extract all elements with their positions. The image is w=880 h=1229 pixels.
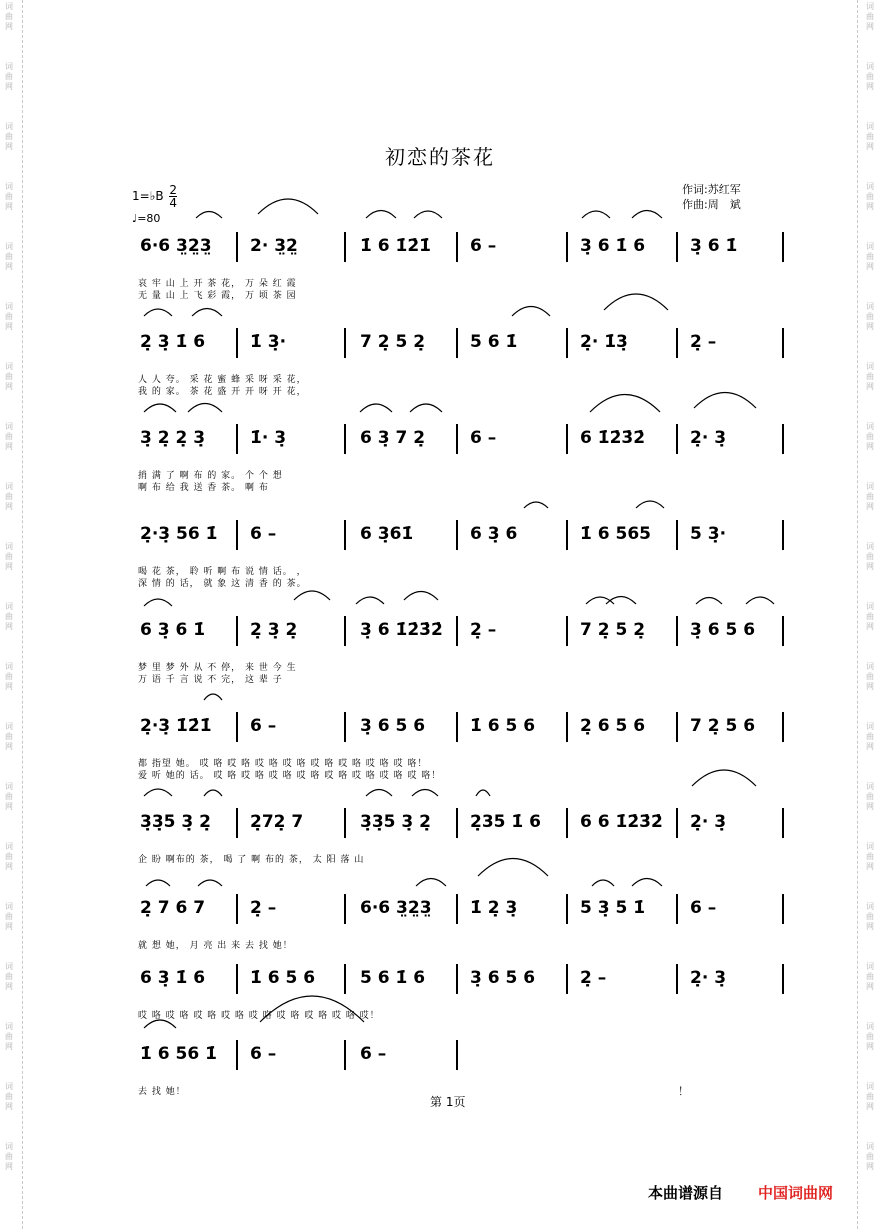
slur-arc: [294, 591, 330, 600]
slur-arc: [606, 597, 636, 605]
measure: 2̣·3̣ 56 1̇: [140, 524, 218, 544]
measure: 5 6 1̇ 6: [360, 968, 426, 988]
tempo-mark: ♩=80: [132, 212, 161, 225]
slur-arc: [696, 598, 722, 605]
measure: 6 3̣ 7 2̣: [360, 428, 426, 448]
watermark-text: 词 曲 网: [5, 362, 13, 391]
measure: 6 3̣ 6 1̇: [140, 620, 206, 640]
measure: 2̣ 3̣ 2̣: [250, 620, 298, 640]
watermark-text: 词 曲 网: [866, 602, 874, 631]
slur-arc: [260, 996, 364, 1022]
slur-arc: [188, 404, 222, 413]
measure: 6 3̣ 1̇ 6: [140, 968, 206, 988]
measure: 2̣· 1̇3̣: [580, 332, 628, 352]
watermark-text: 词 曲 网: [866, 2, 874, 31]
watermark-text: 词 曲 网: [5, 242, 13, 271]
measure: 6·6 3̤2̤3̤: [140, 236, 212, 256]
lyric-line: 我 的 家。 茶 花 盛 开 开 呀 开 花，: [138, 387, 307, 397]
watermark-text: 词 曲 网: [866, 842, 874, 871]
measure: 2̣ –: [470, 620, 497, 640]
lyric-line: 哎 咯 哎 咯 哎 咯 哎 咯 哎 咯 哎 咯 哎 咯 哎 咯 哎！: [138, 1011, 380, 1021]
measure: 3̣ 6 1̇: [690, 236, 738, 256]
slur-arc: [632, 211, 662, 219]
slur-arc: [366, 211, 396, 219]
slur-arc: [144, 309, 172, 316]
watermark-text: 词 曲 网: [866, 242, 874, 271]
watermark-text: 词 曲 网: [5, 962, 13, 991]
measure: 2̣· 3̣: [690, 812, 727, 832]
watermark-text: 词 曲 网: [5, 722, 13, 751]
watermark-text: 词 曲 网: [866, 1142, 874, 1171]
slur-arc: [258, 199, 318, 214]
slur-arc: [144, 789, 172, 796]
watermark-text: 词 曲 网: [5, 122, 13, 151]
watermark-text: 词 曲 网: [5, 782, 13, 811]
measure: 3̣ 6 1̇ 6: [580, 236, 646, 256]
watermark-text: 词 曲 网: [866, 782, 874, 811]
slur-arc: [476, 790, 490, 796]
measure: 6 –: [470, 236, 497, 256]
lyric-line: 哀 牢 山 上 开 茶 花， 万 朵 红 霞: [138, 279, 297, 289]
slur-arc: [590, 395, 660, 413]
measure: 6 –: [250, 524, 277, 544]
measure: 1̇ 6 5 6: [250, 968, 316, 988]
lyric-line: 喝 花 茶， 聆 听 啊 布 说 情 话。 ，: [138, 567, 307, 577]
measure: 6 –: [250, 1044, 277, 1064]
slur-arc: [478, 859, 548, 877]
slur-arc: [410, 404, 442, 412]
watermark-text: 词 曲 网: [5, 182, 13, 211]
slur-arc: [144, 599, 172, 606]
measure: 2̣·3̣ 1̇2̇1̇: [140, 716, 212, 736]
watermark-text: 词 曲 网: [5, 1142, 13, 1171]
watermark-text: 词 曲 网: [5, 542, 13, 571]
watermark-text: 词 曲 网: [5, 482, 13, 511]
measure: 2̣ 6 5 6: [580, 716, 646, 736]
slur-arc: [416, 879, 446, 887]
slur-arc: [524, 502, 548, 508]
lyric-line: 去 找 她！: [138, 1087, 186, 1097]
measure: 3̣3̣5 3̣ 2̣: [360, 812, 431, 832]
measure: 6 –: [690, 898, 717, 918]
slur-arc: [356, 597, 384, 604]
time-sig-top: 2: [169, 183, 178, 197]
source-label: 本曲谱源自: [648, 1184, 724, 1202]
watermark-text: 词 曲 网: [866, 902, 874, 931]
lyric-line: 深 情 的 话， 就 象 这 清 香 的 茶。: [138, 579, 307, 589]
measure: 2· 3̤2̤: [250, 236, 298, 256]
watermark-text: 词 曲 网: [5, 662, 13, 691]
measure: 6 3̣ 6: [470, 524, 518, 544]
watermark-text: 词 曲 网: [866, 1082, 874, 1111]
lyric-line: 捎 满 了 啊 布 的 家。 个 个 想: [138, 471, 283, 481]
measure: 5 3̣ 5 1̇: [580, 898, 646, 918]
watermark-text: 词 曲 网: [866, 962, 874, 991]
watermark-text: 词 曲 网: [5, 902, 13, 931]
watermark-text: 词 曲 网: [866, 722, 874, 751]
watermark-text: 词 曲 网: [866, 542, 874, 571]
measure: 2̣ 7 6 7: [140, 898, 206, 918]
watermark-text: 词 曲 网: [5, 2, 13, 31]
slur-arc: [636, 501, 664, 508]
measure: 2̣ –: [580, 968, 607, 988]
measure: 3̣ 6 5 6: [360, 716, 426, 736]
measure: 3̣ 6 5 6: [470, 968, 536, 988]
page-number: 第 1页: [430, 1095, 466, 1109]
slur-arc: [692, 770, 756, 786]
measure: 2̣ –: [250, 898, 277, 918]
measure: 2̣ 3̣ 1̇ 6: [140, 332, 206, 352]
song-title: 初恋的茶花: [385, 145, 495, 169]
slur-arc: [144, 404, 176, 412]
watermark-text: 词 曲 网: [5, 1022, 13, 1051]
slur-arc: [144, 1020, 176, 1028]
measure: 6 3̣61̇: [360, 524, 414, 544]
slur-arc: [582, 211, 610, 218]
measure: 3̣ 6 1̇2̇3̇2̇: [360, 620, 443, 640]
measure: 7 2̣ 5 2̣: [580, 620, 646, 640]
measure: 2̣35 1̇ 6: [470, 812, 541, 832]
measure: 2̣ –: [690, 332, 717, 352]
watermark-text: 词 曲 网: [866, 362, 874, 391]
watermark-text: 词 曲 网: [5, 602, 13, 631]
measure: 2̣· 3̣: [690, 968, 727, 988]
measure: 7 2̣ 5 2̣: [360, 332, 426, 352]
watermark-text: 词 曲 网: [5, 302, 13, 331]
composer: 作曲:周 斌: [682, 198, 741, 211]
measure: 1̇ 6 56 1̇: [140, 1044, 217, 1064]
lyric-line: 人 人 夸。 采 花 蜜 蜂 采 呀 采 花，: [138, 375, 307, 385]
measure: 6·6 3̤2̤3̤: [360, 898, 432, 918]
slur-arc: [198, 880, 222, 886]
slur-arc: [204, 790, 222, 796]
measure: 2̣· 3̣: [690, 428, 727, 448]
trailing-mark: ！: [678, 1085, 689, 1098]
measure: 1̇ 6 565: [580, 524, 651, 544]
watermark-text: 词 曲 网: [866, 302, 874, 331]
measure: 6 –: [360, 1044, 387, 1064]
measure: 6 1̇2̇3̇2̇: [580, 428, 646, 448]
measure: 1̇ 6 5 6: [470, 716, 536, 736]
lyric-line: 就 想 她， 月 亮 出 来 去 找 她！: [138, 941, 293, 951]
lyricist: 作词:苏红军: [682, 183, 741, 196]
measure: 3̣ 2̣ 2̣ 3̣: [140, 428, 206, 448]
slur-arc: [366, 790, 392, 797]
slur-arc: [412, 790, 438, 797]
watermark-text: 词 曲 网: [866, 182, 874, 211]
source-site: 中国词曲网: [758, 1184, 834, 1202]
watermark-text: 词 曲 网: [866, 662, 874, 691]
watermark-text: 词 曲 网: [866, 122, 874, 151]
measure: 6 –: [250, 716, 277, 736]
slur-arc: [414, 211, 442, 218]
lyric-line: 爱 听 她的 话。 哎 咯 哎 咯 哎 咯 哎 咯 哎 咯 哎 咯 哎 咯 哎 咯！: [138, 771, 442, 781]
measure: 1̇ 6 1̇2̇1̇: [360, 236, 431, 256]
lyric-line: 啊 布 给 我 送 香 茶。 啊 布: [138, 483, 269, 493]
slur-arc: [592, 880, 614, 886]
slur-arc: [196, 212, 222, 219]
measure: 3̣ 6 5 6: [690, 620, 756, 640]
measure: 5 6 1̇: [470, 332, 518, 352]
measure: 3̣3̣5 3̣ 2̣: [140, 812, 211, 832]
measure: 2̣72̣ 7: [250, 812, 304, 832]
lyric-line: 都 指望 她。 哎 咯 哎 咯 哎 咯 哎 咯 哎 咯 哎 咯 哎 咯 哎 咯！: [138, 759, 428, 769]
watermark-text: 词 曲 网: [5, 842, 13, 871]
measure: 1̇ 2̣ 3̣: [470, 898, 518, 918]
watermark-text: 词 曲 网: [866, 1022, 874, 1051]
slur-arc: [146, 880, 170, 886]
watermark-text: 词 曲 网: [5, 422, 13, 451]
measure: 5 3̣·: [690, 524, 727, 544]
time-sig-bottom: 4: [169, 196, 178, 210]
measure: 6 –: [470, 428, 497, 448]
watermark-text: 词 曲 网: [5, 62, 13, 91]
lyric-line: 无 量 山 上 飞 彩 霞， 万 顷 茶 园: [138, 291, 297, 301]
measure: 6 6 1̇2̇3̇2̇: [580, 812, 663, 832]
slur-arc: [746, 597, 774, 604]
watermark-text: 词 曲 网: [866, 482, 874, 511]
lyric-line: 梦 里 梦 外 从 不 停， 来 世 今 生: [138, 663, 297, 673]
slur-arc: [604, 294, 668, 310]
key-signature: 1=♭B $\frac{2}{4}$: [132, 183, 178, 210]
slur-arc: [694, 393, 756, 409]
watermark-text: 词 曲 网: [866, 422, 874, 451]
measure: 1̇· 3̣: [250, 428, 287, 448]
slur-arc: [192, 309, 222, 317]
measure: 7 2̣ 5 6: [690, 716, 756, 736]
slur-arc: [360, 404, 392, 412]
measure: 1̇ 3̣·: [250, 332, 287, 352]
lyric-line: 企 盼 啊布的 茶， 喝 了 啊 布的 茶， 太 阳 落 山: [138, 855, 365, 865]
slur-arc: [404, 592, 438, 601]
slur-arc: [632, 879, 662, 887]
slur-arc: [204, 694, 222, 700]
slur-arc: [512, 307, 550, 317]
watermark-text: 词 曲 网: [866, 62, 874, 91]
lyric-line: 万 语 千 言 说 不 完， 这 辈 子: [138, 675, 283, 685]
watermark-text: 词 曲 网: [5, 1082, 13, 1111]
